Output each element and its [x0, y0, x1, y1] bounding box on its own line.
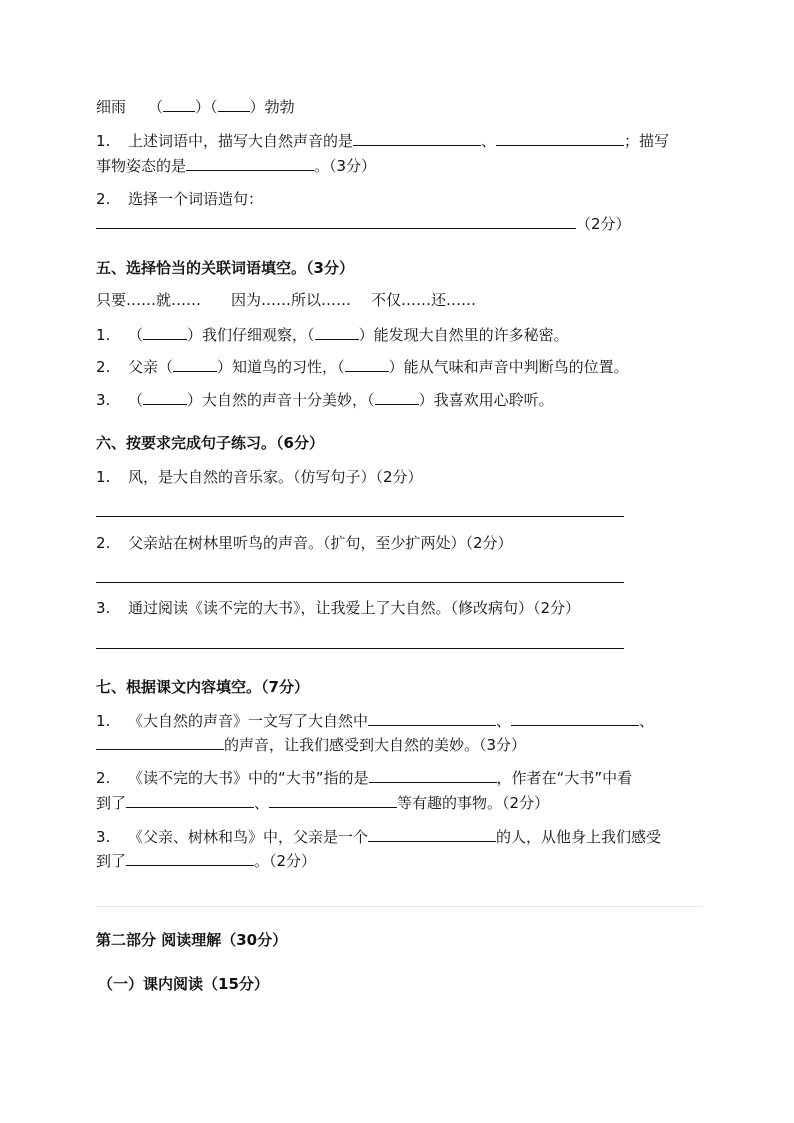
question-number: 2. — [96, 358, 111, 376]
question-number: 3. — [96, 599, 111, 617]
paren-close: ） — [217, 358, 233, 376]
question-number: 1. — [96, 326, 111, 344]
section-7-item-2-line-2 — [96, 792, 549, 813]
question-1-line-1 — [96, 130, 669, 151]
separator: 、 — [496, 712, 512, 730]
paren-open: （ — [367, 391, 375, 409]
question-number: 1. — [96, 468, 111, 486]
question-1-line-2 — [96, 155, 376, 176]
section-5-heading: 五、选择恰当的关联词语填空。（3分） — [96, 259, 354, 277]
section-6-heading: 六、按要求完成句子练习。（6分） — [96, 434, 324, 452]
question-number: 1. — [96, 712, 111, 730]
option-1: 只要……就…… — [96, 291, 202, 309]
score-text: （2分） — [576, 215, 631, 233]
section-6-item-3 — [96, 598, 580, 618]
section-7-item-1-line-1 — [96, 710, 654, 731]
answer-line[interactable] — [96, 582, 624, 583]
paren-close: ） — [195, 98, 211, 116]
question-number: 3. — [96, 391, 111, 409]
answer-line[interactable] — [96, 213, 576, 229]
question-text: 父亲站在树林里听鸟的声音。（扩句，至少扩两处）（2分） — [128, 534, 513, 552]
question-text: 风，是大自然的音乐家。（仿写句子）（2分） — [128, 468, 423, 486]
paren-open: （ — [128, 391, 144, 409]
question-text: 我们仔细观察， — [202, 326, 308, 344]
answer-line[interactable] — [96, 516, 624, 517]
question-text: 能从气味和声音中判断鸟的位置。 — [403, 358, 629, 376]
paren-open: （ — [210, 98, 218, 116]
section-divider — [96, 906, 702, 907]
question-number: 1. — [96, 132, 111, 150]
question-text: 《读不完的大书》中的“大书”指的是 — [128, 769, 369, 787]
answer-blank[interactable] — [368, 710, 496, 726]
separator: 、 — [639, 712, 655, 730]
part-2-heading: 第二部分 阅读理解（30分） — [96, 931, 288, 949]
question-number: 2. — [96, 534, 111, 552]
section-5-item-1 — [96, 324, 569, 345]
paren-open: （ — [128, 326, 144, 344]
section-6-item-2 — [96, 533, 513, 553]
paren-close: ） — [249, 98, 265, 116]
section-5-item-2 — [96, 356, 629, 377]
answer-line[interactable] — [96, 648, 624, 649]
paren-close: ） — [388, 358, 404, 376]
question-text: 《大自然的声音》一文写了大自然中 — [128, 712, 369, 730]
question-text: 我喜欢用心聆听。 — [433, 391, 554, 409]
question-text: 选择一个词语造句： — [128, 190, 264, 208]
separator: 、 — [254, 794, 270, 812]
paren-open: （ — [337, 358, 345, 376]
answer-blank[interactable] — [269, 792, 397, 808]
paren-open: （ — [148, 98, 164, 116]
question-text: 到了 — [96, 794, 127, 812]
score-text: 。（3分） — [314, 157, 377, 175]
paren-close: ） — [358, 326, 374, 344]
part-2-subheading: （一）课内阅读（15分） — [98, 975, 269, 993]
answer-blank[interactable] — [173, 356, 217, 372]
question-text: 通过阅读《读不完的大书》，让我爱上了大自然。（修改病句）（2分） — [128, 599, 581, 617]
question-number: 2. — [96, 769, 111, 787]
option-2: 因为……所以…… — [231, 291, 352, 309]
section-7-item-1-line-2 — [96, 734, 526, 755]
question-text: 《父亲、树林和鸟》中，父亲是一个 — [128, 828, 369, 846]
section-5-item-3 — [96, 389, 554, 410]
section-7-item-3-line-2 — [96, 850, 316, 871]
word-bobo: 勃勃 — [264, 98, 295, 116]
question-2-answer — [96, 213, 631, 234]
paren-close: ） — [187, 326, 203, 344]
answer-blank[interactable] — [375, 389, 419, 405]
paren-open: （ — [307, 326, 315, 344]
word-blank-1[interactable] — [163, 96, 195, 112]
question-number: 2. — [96, 190, 111, 208]
score-text: 。（2分） — [254, 852, 317, 870]
question-number: 3. — [96, 828, 111, 846]
question-text: ，作者在“大书”中看 — [496, 769, 633, 787]
question-text: 的人，从他身上我们感受 — [496, 828, 662, 846]
question-text: 大自然的声音十分美妙， — [202, 391, 368, 409]
section-7-heading: 七、根据课文内容填空。（7分） — [96, 678, 309, 696]
question-text: ；描写 — [624, 132, 670, 150]
section-7-item-3-line-1 — [96, 826, 661, 847]
answer-blank[interactable] — [143, 324, 187, 340]
answer-blank[interactable] — [345, 356, 389, 372]
answer-blank[interactable] — [353, 130, 481, 146]
answer-blank[interactable] — [143, 389, 187, 405]
separator: 、 — [481, 132, 497, 150]
question-2 — [96, 189, 263, 209]
answer-blank[interactable] — [186, 155, 314, 171]
answer-blank[interactable] — [315, 324, 359, 340]
section-6-item-1 — [96, 467, 423, 487]
question-text: 能发现大自然里的许多秘密。 — [373, 326, 569, 344]
section-7-item-2-line-1 — [96, 767, 632, 788]
question-text: 知道鸟的习性， — [232, 358, 338, 376]
answer-blank[interactable] — [369, 767, 497, 783]
question-text: 上述词语中，描写大自然声音的是 — [128, 132, 354, 150]
word-xiyu: 细雨 — [96, 98, 127, 116]
paren-open: （ — [158, 358, 174, 376]
paren-close: ） — [187, 391, 203, 409]
answer-blank[interactable] — [126, 792, 254, 808]
word-blank-2[interactable] — [218, 96, 250, 112]
question-text: 等有趣的事物。（2分） — [397, 794, 550, 812]
words-row — [96, 96, 295, 117]
answer-blank[interactable] — [96, 734, 224, 750]
option-3: 不仅……还…… — [371, 291, 477, 309]
answer-blank[interactable] — [368, 826, 496, 842]
answer-blank[interactable] — [496, 130, 624, 146]
question-text: 父亲 — [128, 358, 159, 376]
answer-blank[interactable] — [511, 710, 639, 726]
conjunction-options — [96, 290, 476, 310]
answer-blank[interactable] — [126, 850, 254, 866]
question-text: 的声音，让我们感受到大自然的美妙。（3分） — [224, 736, 527, 754]
question-text: 到了 — [96, 852, 127, 870]
question-text: 事物姿态的是 — [96, 157, 187, 175]
paren-close: ） — [418, 391, 434, 409]
